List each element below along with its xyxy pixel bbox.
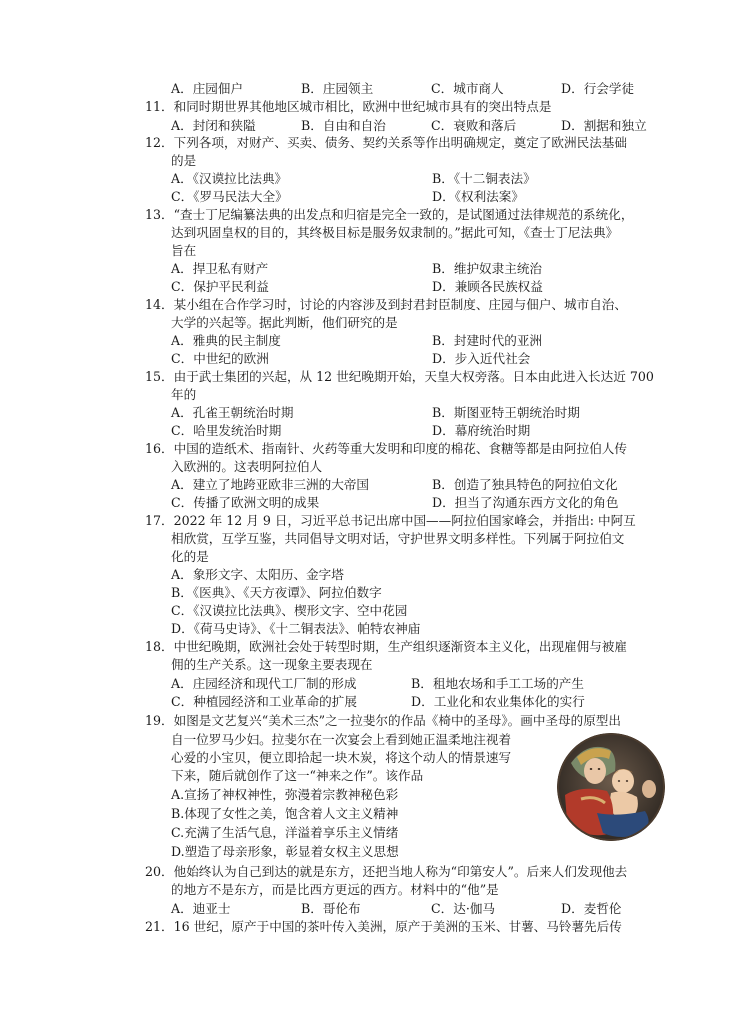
q18-option-d[interactable]: D．工业化和农业集体化的实行 xyxy=(411,694,585,709)
q20-option-d[interactable]: D．麦哲伦 xyxy=(561,901,622,916)
q13-stem-line2: 达到巩固皇权的目的，其终极目标是服务奴隶制的。”据此可知，《查士丁尼法典》 xyxy=(171,225,619,240)
q15-options-row1 xyxy=(171,404,580,421)
q14-options-row1 xyxy=(171,332,542,349)
q10-options xyxy=(171,80,634,97)
q11-option-a[interactable]: A．封闭和狭隘 xyxy=(171,118,256,133)
q12-stem-line2: 的是 xyxy=(171,153,197,168)
q20-stem-line2: 的地方不是东方，而是比西方更远的西方。材料中的“他”是 xyxy=(171,882,499,897)
q19-stem-line2: 自一位罗马少妇。拉斐尔在一次宴会上看到她正温柔地注视着 xyxy=(171,732,512,747)
q18-options-row1 xyxy=(171,675,584,692)
q12-stem-line1: 12．下列各项，对财产、买卖、债务、契约关系等作出明确规定，奠定了欧洲民法基础 xyxy=(145,135,627,150)
q19-stem-line1: 19．如图是文艺复兴“美术三杰”之一拉斐尔的作品《椅中的圣母》。画中圣母的原型出 xyxy=(145,713,621,728)
q18-options-row2 xyxy=(171,693,585,710)
q20-option-a[interactable]: A．迪亚士 xyxy=(171,901,231,916)
q19-option-d[interactable]: D.塑造了母亲形象，彰显着女权主义思想 xyxy=(171,844,399,859)
q16-option-b[interactable]: B．创造了独具特色的阿拉伯文化 xyxy=(432,477,618,492)
q17-option-a[interactable]: A．象形文字、太阳历、金字塔 xyxy=(171,567,344,582)
q13-options-row2 xyxy=(171,278,543,295)
q13-stem-line1: 13．“查士丁尼编纂法典的出发点和归宿是完全一致的，是试图通过法律规范的系统化， xyxy=(145,207,634,222)
q15-option-b[interactable]: B．斯图亚特王朝统治时期 xyxy=(432,405,580,420)
q13-option-d[interactable]: D．兼顾各民族权益 xyxy=(432,279,543,294)
painting-illustration xyxy=(557,733,665,841)
q12-option-a[interactable]: A．《汉谟拉比法典》 xyxy=(171,171,288,186)
q17-stem-line3: 化的是 xyxy=(171,549,209,564)
q14-option-d[interactable]: D．步入近代社会 xyxy=(432,351,531,366)
q16-option-a[interactable]: A．建立了地跨亚欧非三洲的大帝国 xyxy=(171,477,370,492)
q15-option-d[interactable]: D．幕府统治时期 xyxy=(432,423,531,438)
q16-option-c[interactable]: C．传播了欧洲文明的成果 xyxy=(171,495,320,510)
q19-stem-line3: 心爱的小宝贝，便立即拾起一块木炭，将这个动人的情景速写 xyxy=(171,750,512,765)
q17-option-d[interactable]: D．《荷马史诗》、《十二铜表法》、帕特农神庙 xyxy=(171,621,421,636)
q11-options xyxy=(171,117,647,134)
q15-option-c[interactable]: C．哈里发统治时期 xyxy=(171,423,282,438)
q13-option-b[interactable]: B．维护奴隶主统治 xyxy=(432,261,543,276)
q16-option-d[interactable]: D．担当了沟通东西方文化的角色 xyxy=(432,495,619,510)
q18-stem-line2: 佣的生产关系。这一现象主要表现在 xyxy=(171,657,373,672)
q13-stem-line3: 旨在 xyxy=(171,243,197,258)
q14-stem-line2: 大学的兴起等。据此判断，他们研究的是 xyxy=(171,315,398,330)
q15-options-row2 xyxy=(171,422,530,439)
q16-stem-line2: 入欧洲的。这表明阿拉伯人 xyxy=(171,459,323,474)
q12-option-d[interactable]: D．《权利法案》 xyxy=(432,189,524,204)
q11-stem: 11．和同时期世界其他地区城市相比，欧洲中世纪城市具有的突出特点是 xyxy=(145,99,552,114)
q10-option-a[interactable]: A．庄园佃户 xyxy=(171,81,244,96)
q20-options xyxy=(171,900,621,917)
q13-option-a[interactable]: A．捍卫私有财产 xyxy=(171,261,269,276)
q18-option-a[interactable]: A．庄园经济和现代工厂制的形成 xyxy=(171,676,357,691)
q14-option-a[interactable]: A．雅典的民主制度 xyxy=(171,333,281,348)
q12-option-c[interactable]: C．《罗马民法大全》 xyxy=(171,189,288,204)
q15-option-a[interactable]: A．孔雀王朝统治时期 xyxy=(171,405,294,420)
q15-stem-line2: 年的 xyxy=(171,387,197,402)
q12-options-row1 xyxy=(171,170,536,187)
q19-stem-line4: 下来，随后就创作了这一“神来之作”。该作品 xyxy=(171,768,424,783)
q17-stem-line1: 17．2022 年 12 月 9 日，习近平总书记出席中国——阿拉伯国家峰会，并指出: 中阿互 xyxy=(145,513,636,528)
q14-option-b[interactable]: B．封建时代的亚洲 xyxy=(432,333,543,348)
q17-option-b[interactable]: B．《医典》、《天方夜谭》、阿拉伯数字 xyxy=(171,585,382,600)
q13-option-c[interactable]: C．保护平民利益 xyxy=(171,279,269,294)
q18-stem-line1: 18．中世纪晚期，欧洲社会处于转型时期，生产组织逐渐资本主义化，出现雇佣与被雇 xyxy=(145,639,627,654)
q18-option-b[interactable]: B．租地农场和手工工场的产生 xyxy=(411,676,584,691)
q21-stem-line1: 21．16 世纪，原产于中国的茶叶传入美洲，原产于美洲的玉米、甘薯、马铃薯先后传 xyxy=(145,919,622,934)
q20-option-b[interactable]: B．哥伦布 xyxy=(301,901,361,916)
q14-options-row2 xyxy=(171,350,530,367)
q10-option-c[interactable]: C．城市商人 xyxy=(431,81,504,96)
q12-option-b[interactable]: B．《十二铜表法》 xyxy=(432,171,536,186)
q10-option-b[interactable]: B．庄园领主 xyxy=(301,81,374,96)
q17-option-c[interactable]: C．《汉谟拉比法典》、楔形文字、空中花园 xyxy=(171,603,408,618)
madonna-painting-image xyxy=(557,733,665,841)
q19-option-b[interactable]: B.体现了女性之美，饱含着人文主义精神 xyxy=(171,806,399,821)
q16-options-row2 xyxy=(171,494,618,511)
q13-options-row1 xyxy=(171,260,542,277)
q16-stem-line1: 16．中国的造纸术、指南针、火药等重大发明和印度的棉花、食糖等都是由阿拉伯人传 xyxy=(145,441,627,456)
q14-stem-line1: 14．某小组在合作学习时，讨论的内容涉及到封君封臣制度、庄园与佃户、城市自治、 xyxy=(145,297,627,312)
q14-option-c[interactable]: C．中世纪的欧洲 xyxy=(171,351,269,366)
q20-option-c[interactable]: C．达·伽马 xyxy=(431,901,496,916)
q11-option-d[interactable]: D．割据和独立 xyxy=(561,118,647,133)
q10-option-d[interactable]: D．行会学徒 xyxy=(561,81,635,96)
q18-option-c[interactable]: C．种植园经济和工业革命的扩展 xyxy=(171,694,357,709)
q11-option-b[interactable]: B．自由和自治 xyxy=(301,118,386,133)
q19-option-a[interactable]: A.宣扬了神权神性，弥漫着宗教神秘色彩 xyxy=(171,787,399,802)
q12-options-row2 xyxy=(171,188,524,205)
q20-stem-line1: 20．他始终认为自己到达的就是东方，还把当地人称为“印第安人”。后来人们发现他去 xyxy=(145,864,628,879)
q15-stem-line1: 15．由于武士集团的兴起，从 12 世纪晚期开始，天皇大权旁落。日本由此进入长达近 700 xyxy=(145,369,654,384)
q16-options-row1 xyxy=(171,476,618,493)
q19-option-c[interactable]: C.充满了生活气息，洋溢着享乐主义情绪 xyxy=(171,825,399,840)
q17-stem-line2: 相欣赏，互学互鉴，共同倡导文明对话，守护世界文明多样性。下列属于阿拉伯文 xyxy=(171,531,625,546)
q11-option-c[interactable]: C．衰败和落后 xyxy=(431,118,517,133)
